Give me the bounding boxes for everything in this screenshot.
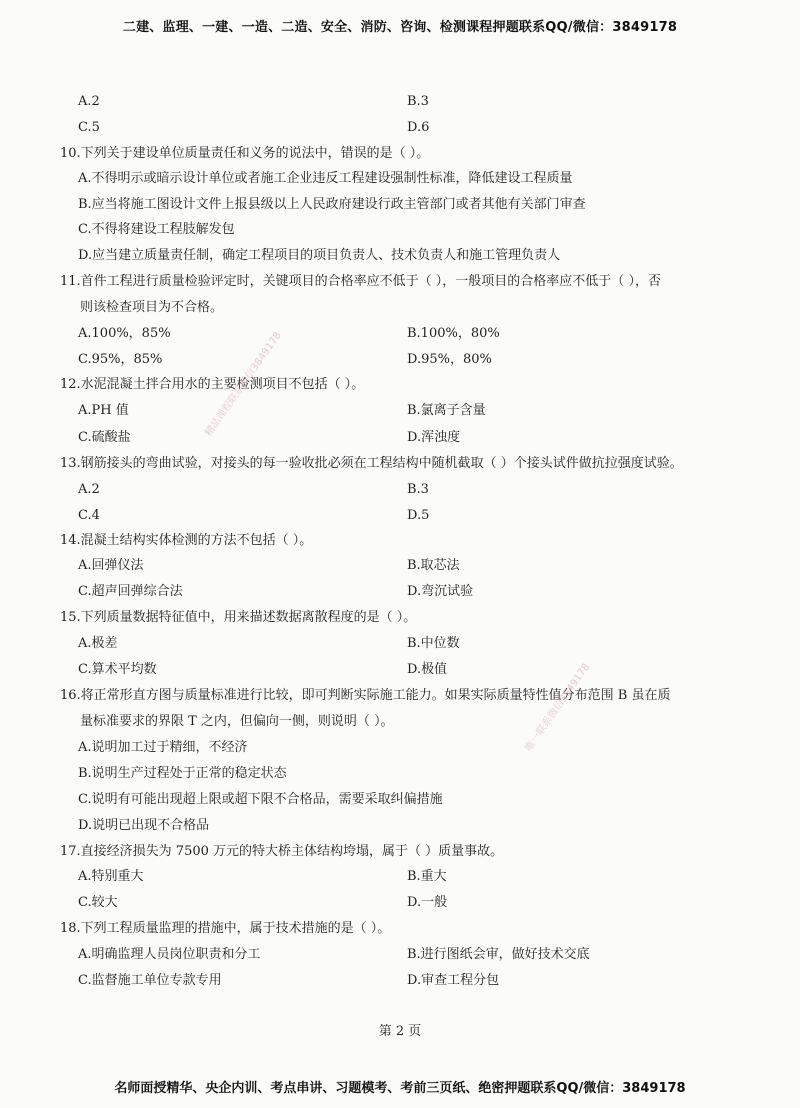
q10-option-c: C.不得将建设工程肢解发包 (78, 222, 235, 237)
q13-option-a: A.2 (78, 482, 100, 497)
q12-option-c: C.硫酸盐 (78, 430, 131, 445)
q15-question: 15.下列质量数据特征值中，用来描述数据离散程度的是（ ）。 (60, 610, 417, 625)
q14-option-a: A.回弹仪法 (78, 558, 144, 573)
q17-question: 17.直接经济损失为 7500 万元的特大桥主体结构垮塌，属于（ ）质量事故。 (60, 844, 504, 859)
q11-option-a: A.100%，85% (78, 326, 171, 341)
q18-option-a: A.明确监理人员岗位职责和分工 (78, 947, 261, 962)
q10-option-d: D.应当建立质量责任制，确定工程项目的项目负责人、技术负责人和施工管理负责人 (78, 248, 561, 263)
q16-option-d: D.说明已出现不合格品 (78, 818, 210, 833)
q15-option-a: A.极差 (78, 636, 118, 651)
page-number: 第 2 页 (378, 1024, 422, 1039)
q17-option-d: D.一般 (407, 895, 448, 910)
q16-option-c: C.说明有可能出现超上限或超下限不合格品，需要采取纠偏措施 (78, 792, 443, 807)
q16-option-a: A.说明加工过于精细，不经济 (78, 740, 248, 755)
q16-option-b: B.说明生产过程处于正常的稳定状态 (78, 766, 287, 781)
q15-option-b: B.中位数 (407, 636, 460, 651)
q14-question: 14.混凝土结构实体检测的方法不包括（ ）。 (60, 533, 313, 548)
q11-question-line2: 则该检查项目为不合格。 (80, 300, 224, 315)
q12-option-a: A.PH 值 (78, 403, 129, 418)
q14-option-b: B.取芯法 (407, 558, 460, 573)
q10-option-a: A.不得明示或暗示设计单位或者施工企业违反工程建设强制性标准，降低建设工程质量 (78, 171, 573, 186)
q10-option-b: B.应当将施工图设计文件上报县级以上人民政府建设行政主管部门或者其他有关部门审查 (78, 197, 586, 212)
q11-option-c: C.95%，85% (78, 352, 163, 367)
q10-question: 10.下列关于建设单位质量责任和义务的说法中，错误的是（ ）。 (60, 146, 430, 161)
footer-banner: 名师面授精华、央企内训、考点串讲、习题模考、考前三页纸、绝密押题联系QQ/微信：3849178 (114, 1081, 686, 1096)
q18-option-c: C.监督施工单位专款专用 (78, 973, 222, 988)
q15-option-c: C.算术平均数 (78, 662, 157, 677)
q18-question: 18.下列工程质量监理的措施中，属于技术措施的是（ ）。 (60, 921, 391, 936)
q17-option-c: C.较大 (78, 895, 118, 910)
q13-question: 13.钢筋接头的弯曲试验，对接头的每一验收批必须在工程结构中随机截取（ ）个接头试件做抗拉强度试验。 (60, 456, 683, 471)
q12-option-b: B.氯离子含量 (407, 403, 486, 418)
q15-option-d: D.极值 (407, 662, 448, 677)
q11-question-line1: 11.首件工程进行质量检验评定时，关键项目的合格率应不低于（ ），一般项目的合格率应不低于（ ），否 (60, 274, 661, 289)
q13-option-d: D.5 (407, 508, 430, 523)
header-banner: 二建、监理、一建、一造、二造、安全、消防、咨询、检测课程押题联系QQ/微信：3849178 (122, 20, 678, 35)
watermark-2: 唯一联系微信3849178 (523, 661, 593, 754)
q14-option-c: C.超声回弹综合法 (78, 584, 183, 599)
q16-question-line1: 16.将正常形直方图与质量标准进行比较，即可判断实际施工能力。如果实际质量特性值分布范围 B 虽在质 (60, 688, 671, 703)
q9-option-d: D.6 (407, 120, 430, 135)
q16-question-line2: 量标准要求的界限 T 之内，但偏向一侧，则说明（ ）。 (80, 714, 394, 729)
q18-option-d: D.审查工程分包 (407, 973, 500, 988)
q17-option-a: A.特别重大 (78, 869, 144, 884)
q13-option-b: B.3 (407, 482, 429, 497)
q9-option-c: C.5 (78, 120, 100, 135)
q17-option-b: B.重大 (407, 869, 447, 884)
q13-option-c: C.4 (78, 508, 100, 523)
q12-option-d: D.浑浊度 (407, 430, 461, 445)
q12-question: 12.水泥混凝土拌合用水的主要检测项目不包括（ ）。 (60, 377, 365, 392)
q14-option-d: D.弯沉试验 (407, 584, 474, 599)
q11-option-b: B.100%，80% (407, 326, 500, 341)
watermark-1: 精品课程联系微信3849178 (203, 330, 284, 439)
q9-option-b: B.3 (407, 94, 429, 109)
q9-option-a: A.2 (78, 94, 100, 109)
q11-option-d: D.95%，80% (407, 352, 492, 367)
q18-option-b: B.进行图纸会审，做好技术交底 (407, 947, 590, 962)
